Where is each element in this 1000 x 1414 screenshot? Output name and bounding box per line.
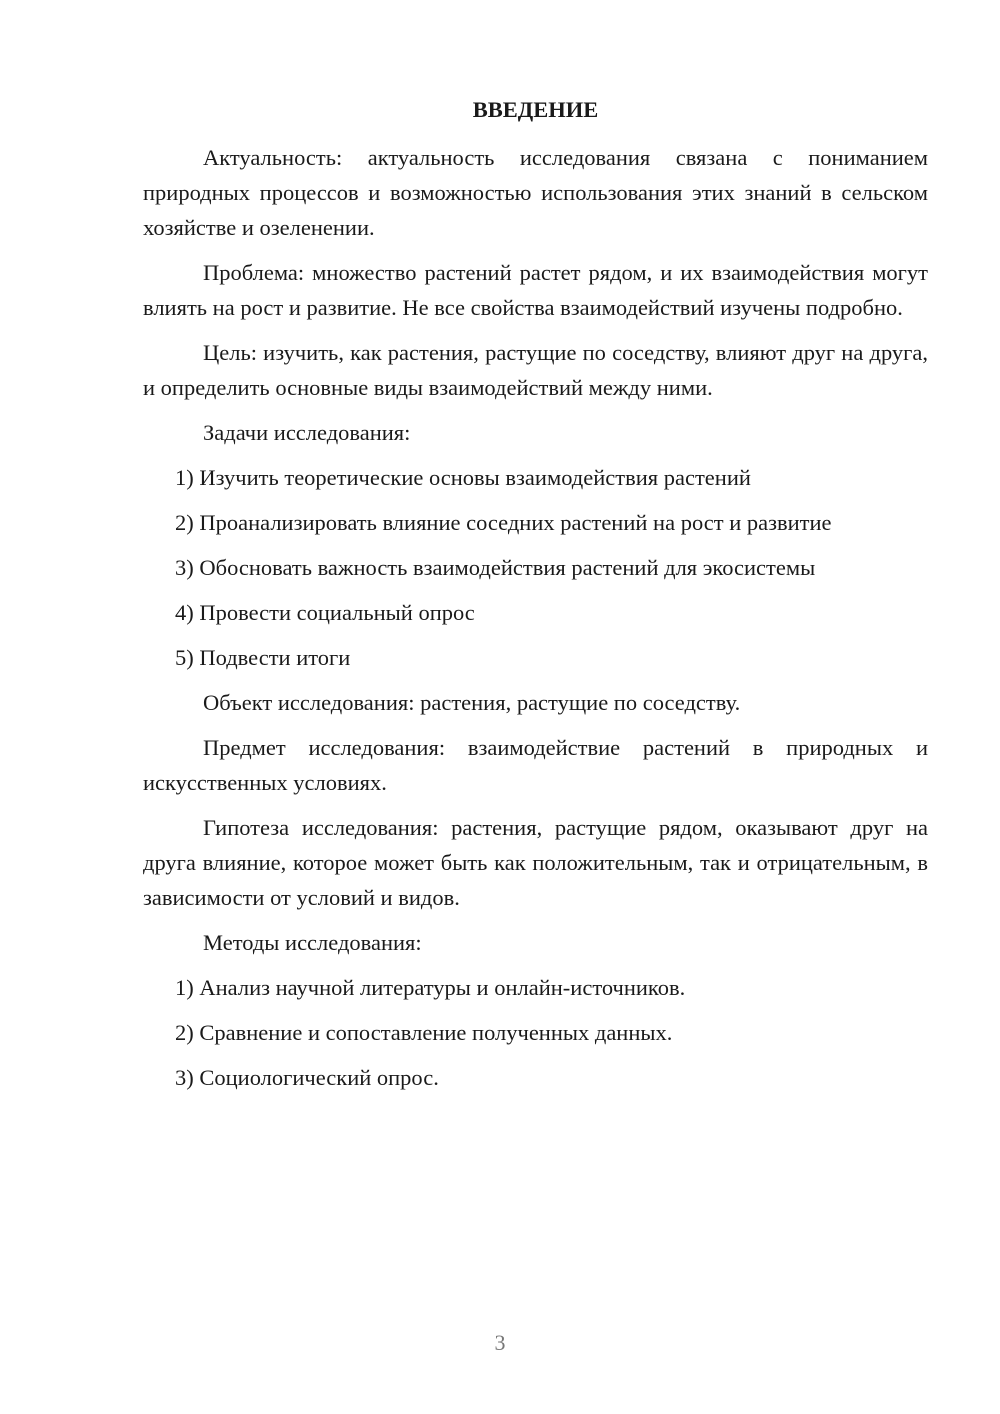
task-item: 2) Проанализировать влияние соседних растений на рост и развитие: [175, 510, 832, 535]
tasks-heading: Задачи исследования:: [203, 420, 411, 445]
goal-paragraph: Цель: изучить, как растения, растущие по соседству, влияют друг на друга, и определить основные виды взаимодействий между ними.: [143, 340, 928, 400]
task-item: 4) Провести социальный опрос: [175, 600, 475, 625]
methods-heading: Методы исследования:: [203, 930, 422, 955]
problem-paragraph: Проблема: множество растений растет рядом, и их взаимодействия могут влиять на рост и развитие. Не все свойства взаимодействий изучены подробно.: [143, 260, 928, 320]
hypothesis-paragraph: Гипотеза исследования: растения, растущие рядом, оказывают друг на друга влияние, которое может быть как положительным, так и отрицательным, в зависимости от условий и видов.: [143, 815, 928, 910]
relevance-paragraph: Актуальность: актуальность исследования связана с пониманием природных процессов и возможностью использования этих знаний в сельском хозяйстве и озеленении.: [143, 145, 928, 240]
task-item: 5) Подвести итоги: [175, 645, 351, 670]
task-item: 1) Изучить теоретические основы взаимодействия растений: [175, 465, 751, 490]
subject-paragraph: Предмет исследования: взаимодействие растений в природных и искусственных условиях.: [143, 735, 928, 795]
method-item: 2) Сравнение и сопоставление полученных данных.: [175, 1020, 673, 1045]
method-item: 1) Анализ научной литературы и онлайн-источников.: [175, 975, 686, 1000]
method-item: 3) Социологический опрос.: [175, 1065, 439, 1090]
page-title: ВВЕДЕНИЕ: [472, 97, 599, 122]
page-content: [143, 92, 928, 1105]
page-number: 3: [494, 1330, 506, 1355]
object-paragraph: Объект исследования: растения, растущие по соседству.: [203, 690, 741, 715]
task-item: 3) Обосновать важность взаимодействия растений для экосистемы: [175, 555, 816, 580]
